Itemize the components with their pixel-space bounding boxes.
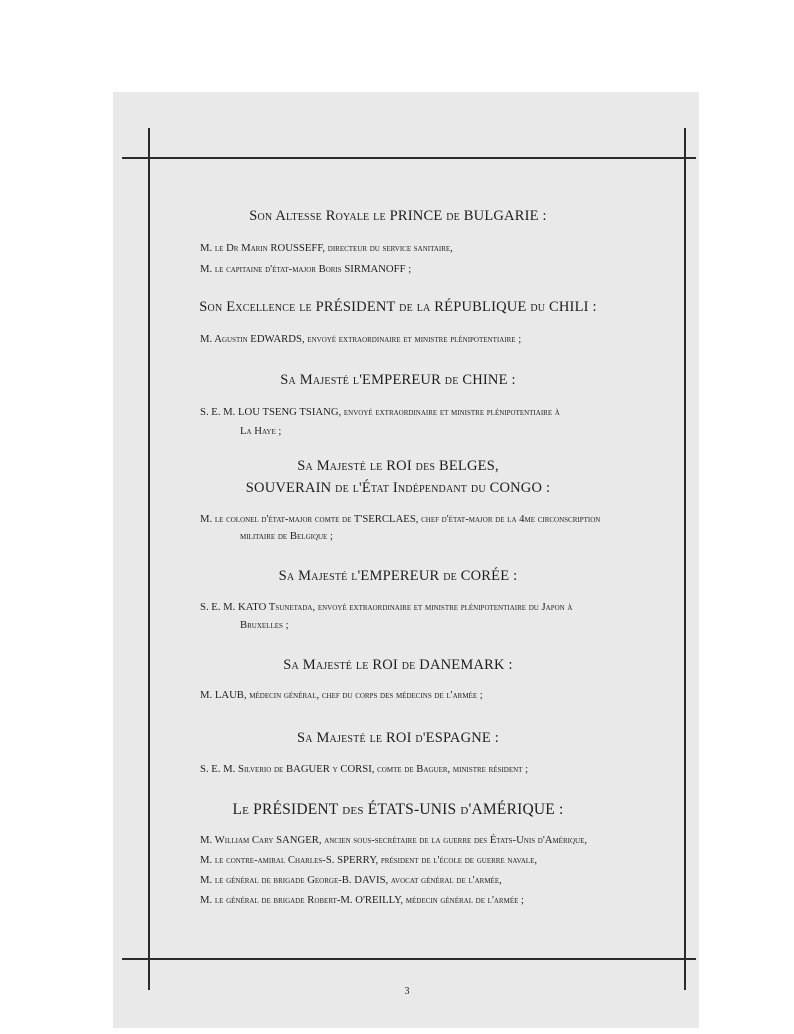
section-line-continued: Bruxelles ; [240, 619, 289, 631]
section-line: M. le Dr Marin ROUSSEFF, directeur du service sanitaire, [200, 242, 453, 254]
section-line-continued: La Haye ; [240, 425, 282, 437]
page-number: 3 [404, 986, 410, 997]
section-line: M. LAUB, médecin général, chef du corps des médecins de l'armée ; [200, 689, 483, 701]
top-rule [122, 157, 696, 159]
section-line-continued: militaire de Belgique ; [240, 530, 333, 542]
section-heading: Sa Majesté le ROI des BELGES, [297, 458, 499, 474]
left-rule [148, 128, 150, 990]
section-line: M. le capitaine d'état-major Boris SIRMANOFF ; [200, 263, 412, 275]
section-heading: Sa Majesté l'EMPEREUR de CORÉE : [278, 568, 518, 584]
section-heading: Son Altesse Royale le PRINCE de BULGARIE : [249, 208, 547, 224]
section-heading: Sa Majesté le ROI de DANEMARK : [283, 657, 513, 673]
section-heading: Sa Majesté l'EMPEREUR de CHINE : [280, 372, 516, 388]
section-line: S. E. M. LOU TSENG TSIANG, envoyé extraordinaire et ministre plénipotentiaire à [200, 406, 560, 418]
section-line: M. le général de brigade Robert-M. O'REILLY, médecin général de l'armée ; [200, 894, 525, 906]
section-line: M. William Cary SANGER, ancien sous-secrétaire de la guerre des États-Unis d'Amérique, [200, 834, 588, 846]
section-line: S. E. M. Silverio de BAGUER y CORSI, comte de Baguer, ministre résident ; [200, 763, 529, 775]
section-heading: Sa Majesté le ROI d'ESPAGNE : [296, 730, 500, 746]
section-line: S. E. M. KATO Tsunetada, envoyé extraordinaire et ministre plénipotentiaire du Japon à [200, 601, 573, 613]
section-heading-second-line: SOUVERAIN de l'État Indépendant du CONGO : [245, 480, 551, 496]
section-line: M. le colonel d'état-major comte de T'SERCLAES, chef d'état-major de la 4me circonscription [200, 513, 601, 525]
scanned-page [113, 92, 699, 1028]
section-line: M. le contre-amiral Charles-S. SPERRY, président de l'école de guerre navale, [200, 854, 538, 866]
section-heading: Son Excellence le PRÉSIDENT de la RÉPUBLIQUE du CHILI : [199, 299, 597, 315]
section-line: M. Agustin EDWARDS, envoyé extraordinaire et ministre plénipotentiaire ; [200, 333, 522, 345]
right-rule [684, 128, 686, 990]
section-line: M. le général de brigade George-B. DAVIS, avocat général de l'armée, [200, 874, 502, 886]
section-heading: Le PRÉSIDENT des ÉTATS-UNIS d'AMÉRIQUE : [232, 801, 564, 818]
bottom-rule [122, 958, 696, 960]
